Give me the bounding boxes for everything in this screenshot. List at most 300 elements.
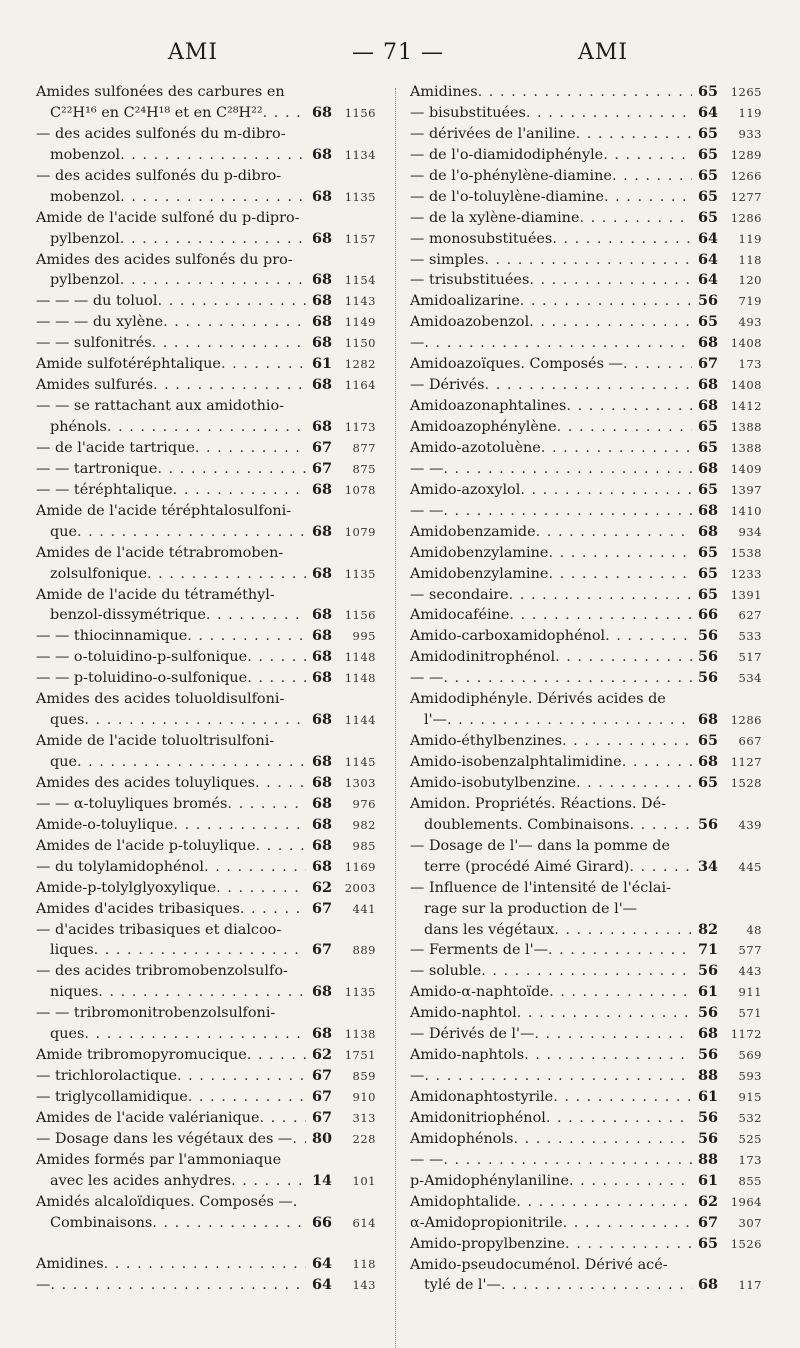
entry-line (36, 1213, 376, 1234)
volume-number: 67 (697, 355, 718, 373)
entry-line (410, 522, 762, 543)
index-entry (36, 124, 376, 166)
entry-line (36, 1192, 376, 1213)
page-reference: 439 (738, 817, 762, 832)
entry-line (36, 815, 376, 836)
index-entry (410, 1087, 762, 1108)
page-reference: 101 (352, 1173, 376, 1188)
page-reference: 1078 (344, 482, 376, 497)
entry-line (410, 564, 762, 585)
index-entry (36, 543, 376, 585)
dot-leader (50, 1275, 306, 1296)
entry-text: l'— (424, 712, 447, 729)
volume-number: 68 (311, 627, 332, 645)
entry-text: Amidoazoïques. Composés — (410, 356, 623, 373)
entry-line (36, 333, 376, 354)
entry-line (36, 480, 376, 501)
entry-text: Amide sulfotéréphtalique (36, 356, 221, 373)
entry-line (410, 145, 762, 166)
entry-text: mobenzol (50, 188, 121, 205)
entry-text: Amido-isobutylbenzine (410, 774, 576, 791)
index-entry (410, 878, 762, 941)
dot-leader (501, 1275, 692, 1296)
entry-text: — triglycollamidique (36, 1089, 188, 1105)
index-entry (36, 1275, 376, 1296)
entry-line (36, 878, 376, 899)
page-reference: 228 (352, 1131, 376, 1146)
page-reference: 1150 (344, 336, 376, 351)
dot-leader (263, 103, 306, 124)
dot-leader (247, 1045, 306, 1066)
index-entry (36, 1045, 376, 1066)
index-entry (410, 250, 762, 271)
page-reference: 525 (738, 1131, 762, 1146)
index-entry (410, 605, 762, 626)
entry-line (410, 1087, 762, 1108)
entry-text: Amides de l'acide valérianique (36, 1109, 260, 1126)
page-reference: 1528 (730, 775, 762, 790)
dot-leader (84, 1024, 306, 1045)
entry-text: Amido-azotoluène (410, 439, 541, 456)
index-entry (410, 312, 762, 333)
volume-number: 68 (311, 522, 332, 540)
volume-number: 64 (697, 103, 718, 121)
volume-number: 65 (697, 145, 718, 163)
dot-leader (447, 710, 692, 731)
entry-text: terre (procédé Aimé Girard) (424, 858, 630, 875)
dot-leader (478, 82, 692, 103)
dot-leader (629, 857, 692, 878)
volume-number: 67 (311, 899, 332, 917)
page-reference: 1134 (344, 147, 376, 162)
index-entry (36, 878, 376, 899)
entry-text: Amide-p-tolylglyoxylique (36, 879, 217, 896)
entry-line (410, 626, 762, 647)
dot-leader (260, 1108, 307, 1129)
entry-text: — — se rattachant aux amidothio- (36, 398, 284, 415)
volume-number: 65 (697, 1234, 718, 1252)
index-entry (410, 668, 762, 689)
index-entry (410, 752, 762, 773)
entry-text: — simples (410, 251, 485, 268)
entry-text: Amidophénols (410, 1130, 514, 1147)
page-reference: 517 (738, 650, 762, 665)
entry-line (36, 438, 376, 459)
page-reference: 569 (738, 1048, 762, 1063)
index-entry (410, 1108, 762, 1129)
volume-number: 61 (697, 1171, 718, 1189)
entry-text: Amidobenzamide (410, 523, 536, 540)
page-reference: 1286 (730, 210, 762, 225)
entry-line (36, 103, 376, 124)
index-entry (410, 773, 762, 794)
dot-leader (98, 982, 306, 1003)
entry-text: Amido-éthylbenzines (410, 733, 563, 750)
volume-number: 68 (311, 334, 332, 352)
entry-text: rage sur la production de l'— (424, 900, 638, 917)
index-entry (410, 145, 762, 166)
entry-line (36, 1003, 376, 1024)
entry-text: — (36, 1276, 51, 1293)
page-reference: 1409 (730, 461, 762, 476)
page-reference: 1144 (344, 713, 376, 728)
entry-text: Amidon. Propriétés. Réactions. Dé- (410, 795, 666, 812)
page-reference: 859 (352, 1069, 376, 1084)
page-reference: 1127 (730, 755, 762, 769)
entry-line (410, 940, 762, 961)
volume-number: 65 (697, 585, 718, 603)
entry-text: Amido-propylbenzine (410, 1235, 566, 1252)
entry-text: — Dérivés de l'— (410, 1026, 535, 1043)
dot-leader (604, 187, 692, 208)
dot-leader (195, 438, 306, 459)
entry-text: Amidodinitrophénol (410, 649, 556, 666)
entry-text: — — — du xylène (36, 314, 164, 331)
entry-text: Amides des acides toluyliques (36, 774, 255, 791)
dot-leader (566, 396, 692, 417)
dot-leader (557, 417, 692, 438)
dot-leader (576, 773, 692, 794)
index-entry (36, 291, 376, 312)
index-entry (36, 794, 376, 815)
page-reference: 877 (352, 440, 376, 455)
entry-text: Amides des acides sulfonés du pro- (36, 251, 293, 268)
index-entry (36, 166, 376, 208)
entry-line (36, 543, 376, 564)
volume-number: 68 (311, 1025, 332, 1043)
entry-line (36, 375, 376, 396)
page-reference: 143 (352, 1277, 376, 1292)
entry-line (410, 250, 762, 271)
entry-text: Amide de l'acide du tétraméthyl- (36, 586, 275, 603)
entry-text: Amide de l'acide sulfoné du p-dipro- (36, 209, 300, 226)
page-reference: 667 (738, 734, 762, 749)
volume-number: 68 (311, 711, 332, 729)
volume-number: 68 (311, 648, 332, 666)
entry-line (410, 1213, 762, 1234)
entry-text: liques (50, 942, 94, 959)
entry-line (36, 940, 376, 961)
volume-number: 67 (311, 438, 332, 456)
page-reference: 934 (738, 524, 762, 539)
index-entry (410, 166, 762, 187)
index-entry (410, 1066, 762, 1087)
entry-line (410, 731, 762, 752)
entry-text: — — (410, 460, 444, 477)
entry-line (36, 291, 376, 312)
index-entry (410, 1213, 762, 1234)
volume-number: 34 (697, 857, 718, 875)
index-entry (410, 1024, 762, 1045)
page-reference: 1265 (730, 85, 762, 99)
page-number: — 71 — (352, 40, 444, 65)
page-reference: 1388 (730, 420, 762, 434)
entry-text: Amido-azoxylol (410, 481, 521, 498)
volume-number: 68 (697, 753, 718, 770)
dot-leader (424, 1066, 692, 1087)
entry-text: Amidodiphényle. Dérivés acides de (410, 691, 666, 708)
volume-number: 68 (311, 313, 332, 331)
entry-line (36, 585, 376, 606)
page-reference: 985 (352, 838, 376, 853)
dot-leader (549, 982, 692, 1003)
entry-text: — Dosage de l'— dans la pomme de (410, 837, 671, 854)
entry-text: zolsulfonique (50, 565, 147, 582)
index-entry (36, 731, 376, 773)
dot-leader (622, 752, 692, 773)
entry-line (36, 1108, 376, 1129)
page-reference: 1148 (344, 650, 376, 665)
volume-number: 61 (311, 355, 332, 373)
page-reference: 1303 (344, 775, 376, 790)
column-divider (395, 88, 397, 1348)
page-reference: 889 (352, 943, 376, 958)
index-entry (410, 375, 762, 396)
page-reference: 627 (738, 608, 762, 623)
entry-text: — — sulfonitrés (36, 335, 152, 352)
entry-text: — — p-toluidino-o-sulfonique (36, 670, 248, 687)
page-reference: 1751 (344, 1048, 376, 1063)
dot-leader (240, 899, 306, 920)
entry-text: Amidoazonaphtalines (410, 398, 567, 415)
entry-text: ques (50, 1026, 85, 1043)
index-entry (36, 1129, 376, 1150)
entry-line (36, 794, 376, 815)
page-reference: 1408 (730, 336, 762, 351)
entry-line (36, 1150, 376, 1171)
volume-number: 65 (697, 773, 718, 791)
index-entry (410, 333, 762, 354)
index-entry (36, 920, 376, 962)
index-entry (410, 1192, 762, 1213)
entry-line (36, 1024, 376, 1045)
entry-line (410, 647, 762, 668)
entry-text: ques (50, 712, 85, 729)
index-entry (410, 82, 762, 103)
page-reference: 1391 (730, 587, 762, 602)
entry-text: Amidoalizarine (410, 293, 520, 310)
volume-number: 68 (311, 836, 332, 854)
entry-text: — — tribromonitrobenzolsulfoni- (36, 1005, 276, 1022)
entry-text: Amidonitriophénol (410, 1109, 546, 1126)
entry-text: — du tolylamidophénol (36, 858, 205, 875)
entry-line (410, 857, 762, 878)
page-reference: 1154 (344, 273, 376, 288)
index-entry (36, 438, 376, 459)
volume-number: 65 (697, 166, 718, 184)
dot-leader (534, 1024, 692, 1045)
entry-line (36, 689, 376, 710)
entry-line (36, 982, 376, 1003)
dot-leader (77, 522, 306, 543)
page-reference: 571 (738, 1006, 762, 1021)
entry-line (410, 1129, 762, 1150)
entry-line (36, 647, 376, 668)
index-entry (410, 270, 762, 291)
dot-leader (231, 1171, 306, 1192)
entry-text: que (50, 754, 77, 770)
entry-text: tylé de l'— (424, 1277, 501, 1294)
dot-leader (548, 564, 692, 585)
volume-number: 67 (311, 941, 332, 959)
entry-text: — — téréphtalique (36, 481, 173, 498)
dot-leader (576, 124, 692, 145)
page-reference: 1277 (730, 189, 762, 204)
index-entry (36, 333, 376, 354)
entry-line (36, 836, 376, 857)
volume-number: 56 (697, 1046, 718, 1064)
entry-text: — Ferments de l'— (410, 942, 548, 959)
index-entry (36, 773, 376, 794)
entry-text: — secondaire (410, 586, 509, 603)
dot-leader (173, 480, 306, 501)
index-entry (410, 836, 762, 878)
page-reference: 493 (738, 315, 762, 330)
entry-text: avec les acides anhydres (50, 1172, 232, 1189)
index-entry (36, 1066, 376, 1087)
volume-number: 68 (311, 773, 332, 791)
entry-text: Amidophtalide (410, 1193, 517, 1210)
dot-leader (107, 417, 306, 438)
entry-line (36, 187, 376, 208)
entry-line (36, 208, 376, 229)
index-entry (410, 961, 762, 982)
entry-line (410, 187, 762, 208)
page-reference: 1233 (730, 566, 762, 581)
page-reference: 1169 (344, 859, 376, 874)
dot-leader (541, 438, 692, 459)
entry-line (410, 270, 762, 291)
dot-leader (227, 794, 306, 815)
page-reference: 307 (738, 1215, 762, 1230)
volume-number: 65 (697, 480, 718, 498)
entry-line (36, 501, 376, 522)
page-reference: 577 (738, 943, 762, 958)
dot-leader (536, 522, 692, 543)
page-reference: 1148 (344, 671, 376, 686)
entry-spacer (36, 1234, 376, 1254)
entry-line (36, 1254, 376, 1275)
index-entry (410, 1045, 762, 1066)
volume-number: 82 (697, 920, 718, 938)
entry-text: Amido-isobenzalphtalimidine (410, 754, 622, 770)
page-reference: 1135 (344, 189, 376, 204)
entry-line (36, 752, 376, 773)
header-left-keyword: AMI (168, 40, 219, 65)
entry-text: — (410, 335, 425, 352)
dot-leader (623, 354, 692, 375)
entry-text: Amidés alcaloïdiques. Composés —. (36, 1193, 298, 1210)
page-reference: 1079 (344, 524, 376, 539)
entry-line (36, 522, 376, 543)
entry-line (410, 1003, 762, 1024)
volume-number: 68 (311, 564, 332, 582)
index-entry (410, 1171, 762, 1192)
volume-number: 67 (311, 1108, 332, 1126)
volume-number: 80 (311, 1129, 332, 1147)
dot-leader (443, 501, 692, 522)
entry-text: — — (410, 670, 444, 687)
entry-text: doublements. Combinaisons (424, 816, 630, 833)
dot-leader (120, 187, 306, 208)
page-reference: 719 (738, 294, 762, 309)
volume-number: 68 (697, 459, 718, 477)
entry-text: Amido-α-naphtoïde (410, 984, 550, 1001)
entry-text: dans les végétaux (424, 921, 555, 938)
dot-leader (529, 270, 692, 291)
page-reference: 1408 (730, 378, 762, 393)
page-reference: 118 (352, 1256, 376, 1271)
index-entry (36, 961, 376, 1003)
entry-line (410, 773, 762, 794)
page-reference: 933 (738, 126, 762, 141)
index-entry (410, 1255, 762, 1297)
entry-text: Amides des acides toluoldisulfoni- (36, 691, 285, 708)
entry-text: — trichlorolactique (36, 1068, 177, 1085)
page-reference: 875 (352, 461, 376, 476)
entry-line (36, 1045, 376, 1066)
volume-number: 68 (311, 292, 332, 310)
entry-text: — (410, 1068, 425, 1085)
entry-line (36, 312, 376, 333)
entry-text: Amido-carboxamidophénol (410, 628, 606, 645)
volume-number: 56 (697, 1108, 718, 1126)
page-reference: 534 (738, 671, 762, 686)
entry-text: — des acides tribromobenzolsulfo- (36, 963, 288, 980)
index-entry (36, 585, 376, 627)
volume-number: 68 (311, 753, 332, 770)
dot-leader (120, 145, 306, 166)
page-reference: 119 (738, 105, 762, 120)
index-entry (36, 396, 376, 438)
dot-leader (94, 940, 306, 961)
dot-leader (612, 166, 692, 187)
entry-line (36, 668, 376, 689)
page-reference: 1964 (730, 1194, 762, 1209)
entry-text: — trisubstituées (410, 272, 530, 289)
page-reference: 1538 (730, 545, 762, 560)
entry-line (410, 982, 762, 1003)
volume-number: 67 (311, 1088, 332, 1105)
volume-number: 65 (697, 438, 718, 456)
entry-line (410, 1024, 762, 1045)
page-reference: 1157 (344, 231, 376, 246)
entry-text: Amidocaféine (410, 607, 510, 624)
entry-line (410, 354, 762, 375)
page-reference: 2003 (344, 880, 376, 895)
dot-leader (555, 647, 692, 668)
dot-leader (516, 1192, 692, 1213)
entry-line (36, 1066, 376, 1087)
page-reference: 1156 (344, 608, 376, 623)
index-entry (36, 668, 376, 689)
index-entry (36, 1254, 376, 1275)
volume-number: 71 (697, 941, 718, 959)
page-reference: 533 (738, 629, 762, 644)
entry-line (410, 585, 762, 606)
index-entry (410, 982, 762, 1003)
dot-leader (120, 229, 306, 250)
volume-number: 65 (697, 418, 718, 435)
entry-line (410, 794, 762, 815)
volume-number: 68 (311, 669, 332, 687)
dot-leader (255, 773, 306, 794)
dot-leader (188, 1087, 306, 1108)
entry-text: Amido-naphtols (410, 1047, 525, 1064)
index-entry (410, 480, 762, 501)
page-reference: 1289 (730, 147, 762, 162)
entry-line (410, 899, 762, 920)
